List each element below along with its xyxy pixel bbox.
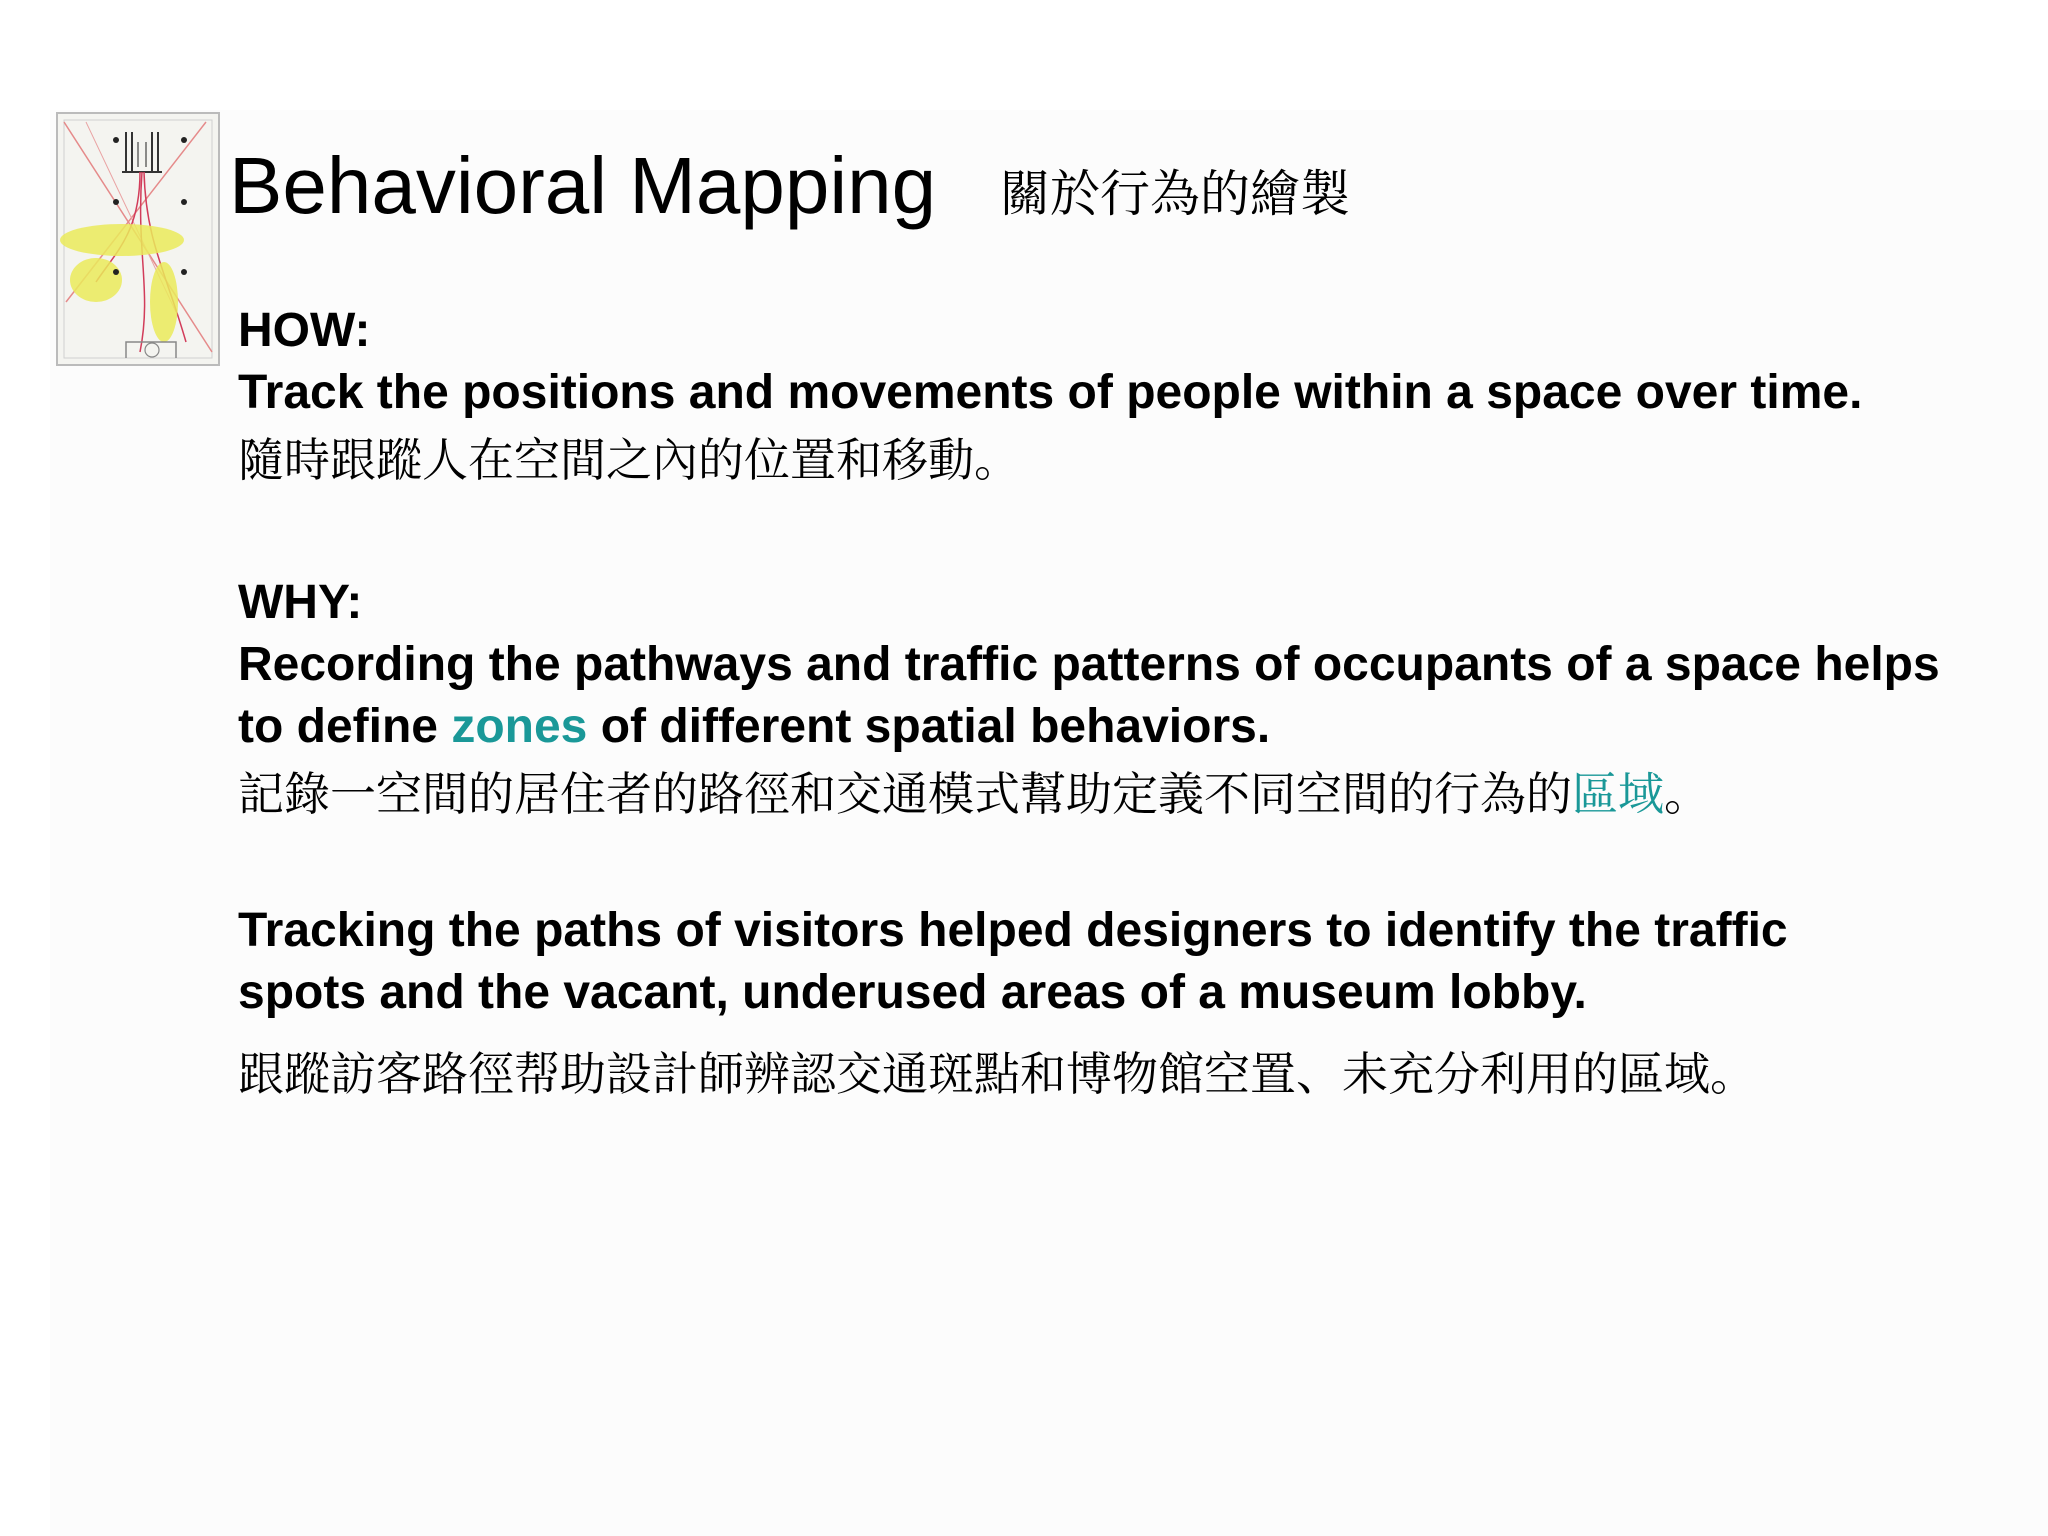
why-text-zh-part2: 。 [1664, 767, 1710, 821]
example-text-zh: 跟蹤訪客路徑帮助設計師辨認交通斑點和博物館空置、未充分利用的區域。 [238, 1047, 1756, 1101]
why-text-zh [238, 760, 2018, 828]
why-heading: WHY: [238, 576, 363, 629]
why-text-en-part1: Recording the pathways and traffic patterns of occupants of a space helps to define [238, 638, 1940, 753]
why-text-en-part2: of different spatial behaviors. [587, 700, 1271, 753]
zones-highlight: zones [451, 700, 588, 753]
slide-content [238, 300, 2018, 1108]
zones-highlight-zh: 區域 [1572, 767, 1664, 821]
behavioral-map-thumbnail [56, 112, 220, 366]
example-text-en: Tracking the paths of visitors helped designers to identify the traffic spots and the vacant, underused areas of a museum lobby. [238, 904, 1788, 1019]
how-text-en: Track the positions and movements of people within a space over time. [238, 366, 1863, 419]
why-text-en [238, 634, 1978, 758]
why-text-zh-part1: 記錄一空間的居住者的路徑和交通模式幫助定義不同空間的行為的 [238, 767, 1572, 821]
how-heading: HOW: [238, 304, 371, 357]
slide-title: Behavioral Mapping [229, 141, 937, 230]
how-text-zh: 隨時跟蹤人在空間之內的位置和移動。 [238, 433, 1020, 487]
slide-subtitle-zh: 關於行為的繪製 [1000, 165, 1350, 223]
